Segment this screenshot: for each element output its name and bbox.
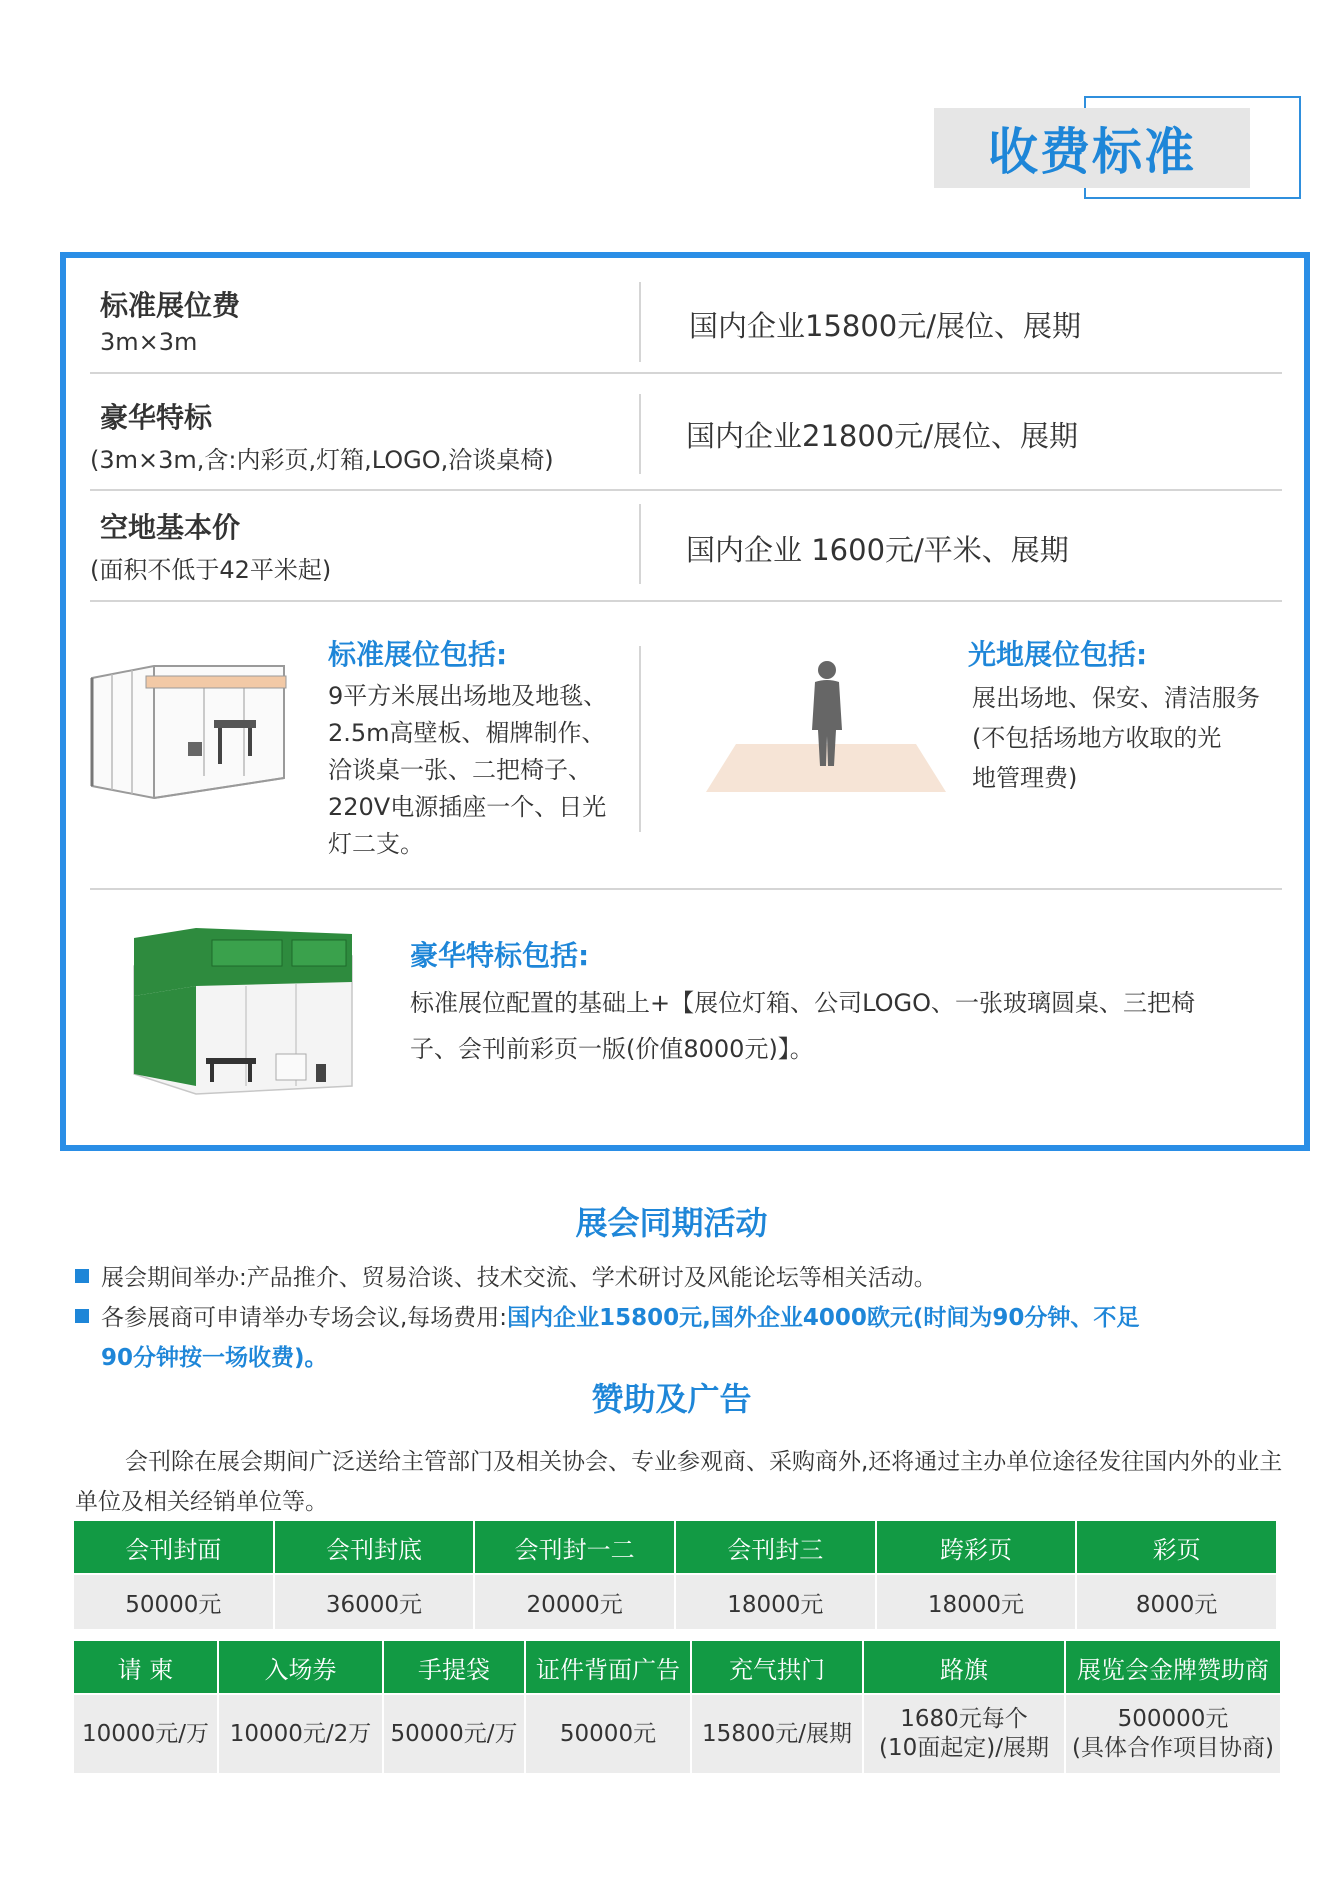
table-header-cell: 充气拱门 xyxy=(692,1641,862,1693)
table-cell-text: (具体合作项目协商) xyxy=(1072,1735,1274,1761)
fee-name-raw-space: 空地基本价 xyxy=(100,511,241,544)
luxury-package-line: 子、会刊前彩页一版(价值8000元)】。 xyxy=(410,1035,814,1063)
column-divider xyxy=(639,282,641,362)
row-divider xyxy=(90,888,1282,890)
table-header-cell: 路旗 xyxy=(864,1641,1064,1693)
table-cell: 8000元 xyxy=(1077,1573,1276,1629)
table-row xyxy=(74,1693,1280,1773)
table-cell: 20000元 xyxy=(475,1573,674,1629)
table-header-cell: 会刊封面 xyxy=(74,1521,273,1573)
table-cell-text: 10000元/2万 xyxy=(229,1720,372,1747)
table-header-cell: 跨彩页 xyxy=(877,1521,1076,1573)
sponsorship-description: 会刊除在展会期间广泛送给主管部门及相关协会、专业参观商、采购商外,还将通过主办单位途径发往国内外的业主单位及相关经销单位等。 xyxy=(75,1449,1283,1515)
table-cell-text: 1680元每个 xyxy=(900,1706,1028,1732)
table-header-cell: 会刊封一二 xyxy=(475,1521,674,1573)
fee-sub-raw-space: (面积不低于42平米起) xyxy=(90,556,332,584)
standard-package-line: 9平方米展出场地及地毯、 xyxy=(328,682,608,710)
table-cell xyxy=(526,1693,690,1773)
table-cell-text: 10000元/万 xyxy=(82,1720,209,1747)
table-cell-text: 500000元 xyxy=(1117,1706,1229,1732)
raw-package-line: 地管理费) xyxy=(972,764,1078,792)
table-cell xyxy=(692,1693,862,1773)
table-header-cell: 手提袋 xyxy=(384,1641,524,1693)
table-cell-text: (10面起定)/展期 xyxy=(879,1735,1049,1761)
row-divider xyxy=(90,489,1282,491)
table-header-cell: 证件背面广告 xyxy=(526,1641,690,1693)
table-cell xyxy=(74,1693,217,1773)
luxury-package-line: 标准展位配置的基础上+【展位灯箱、公司LOGO、一张玻璃圆桌、三把椅 xyxy=(410,989,1196,1017)
luxury-booth-illustration xyxy=(126,926,356,1096)
advert-price-table-1 xyxy=(72,1521,1278,1629)
fee-price-luxury: 国内企业21800元/展位、展期 xyxy=(686,419,1079,453)
table-header-cell: 彩页 xyxy=(1077,1521,1276,1573)
table-cell-text: 50000元/万 xyxy=(390,1720,518,1747)
standard-package-line: 2.5m高壁板、楣牌制作、 xyxy=(328,719,606,747)
table-cell: 36000元 xyxy=(275,1573,474,1629)
square-bullet-icon xyxy=(75,1309,89,1323)
raw-package-title: 光地展位包括: xyxy=(968,638,1148,671)
table-cell-text: 15800元/展期 xyxy=(702,1720,852,1747)
square-bullet-icon xyxy=(75,1269,89,1283)
standard-package-desc xyxy=(328,678,607,863)
page-title: 收费标准 xyxy=(988,123,1196,181)
column-divider xyxy=(639,504,641,584)
fee-sub-luxury: (3m×3m,含:内彩页,灯箱,LOGO,洽谈桌椅) xyxy=(90,446,554,474)
sponsorship-title: 赞助及广告 xyxy=(591,1380,752,1418)
luxury-package-title: 豪华特标包括: xyxy=(410,939,590,972)
fee-sub-standard: 3m×3m xyxy=(100,328,198,356)
table-header-cell: 入场券 xyxy=(219,1641,382,1693)
fee-price-raw-space: 国内企业 1600元/平米、展期 xyxy=(686,533,1069,567)
column-divider xyxy=(639,394,641,474)
table-row xyxy=(74,1573,1276,1629)
column-divider xyxy=(639,646,641,832)
raw-package-desc xyxy=(972,678,1260,798)
standard-booth-illustration xyxy=(84,658,308,818)
table-cell: 18000元 xyxy=(676,1573,875,1629)
row-divider xyxy=(90,600,1282,602)
table-cell: 50000元 xyxy=(74,1573,273,1629)
raw-space-illustration xyxy=(706,658,946,798)
table-cell xyxy=(384,1693,524,1773)
table-cell xyxy=(219,1693,382,1773)
activity-item xyxy=(75,1258,1295,1298)
fee-price-standard: 国内企业15800元/展位、展期 xyxy=(689,309,1082,343)
activity-item xyxy=(75,1298,1305,1338)
table-cell xyxy=(1066,1693,1280,1773)
raw-package-line: 展出场地、保安、清洁服务 xyxy=(972,684,1260,712)
table-header-row xyxy=(74,1521,1276,1573)
standard-package-line: 220V电源插座一个、日光 xyxy=(328,793,607,821)
activity-item-highlight: 国内企业15800元,国外企业4000欧元(时间为90分钟、不足 xyxy=(507,1305,1140,1331)
standard-package-line: 洽谈桌一张、二把椅子、 xyxy=(328,756,592,784)
table-header-row xyxy=(74,1641,1280,1693)
fee-name-standard: 标准展位费 xyxy=(100,289,241,322)
luxury-package-desc xyxy=(410,980,1195,1072)
table-header-cell: 会刊封底 xyxy=(275,1521,474,1573)
activities-title: 展会同期活动 xyxy=(575,1204,768,1242)
row-divider xyxy=(90,372,1282,374)
fee-standard-panel xyxy=(60,252,1310,1151)
table-header-cell: 展览会金牌赞助商 xyxy=(1066,1641,1280,1693)
raw-package-line: (不包括场地方收取的光 xyxy=(972,724,1222,752)
activity-item-text: 各参展商可申请举办专场会议,每场费用: xyxy=(101,1305,508,1331)
fee-name-luxury: 豪华特标 xyxy=(100,401,213,434)
activity-item-highlight: 90分钟按一场收费)。 xyxy=(101,1345,328,1371)
table-cell xyxy=(864,1693,1064,1773)
standard-package-line: 灯二支。 xyxy=(328,830,424,858)
page-title-box xyxy=(934,108,1250,188)
table-header-cell: 会刊封三 xyxy=(676,1521,875,1573)
table-header-cell: 请 柬 xyxy=(74,1641,217,1693)
table-cell: 18000元 xyxy=(877,1573,1076,1629)
standard-package-title: 标准展位包括: xyxy=(328,638,508,671)
activity-item-text: 展会期间举办:产品推介、贸易洽谈、技术交流、学术研讨及风能论坛等相关活动。 xyxy=(101,1265,937,1291)
table-cell-text: 50000元 xyxy=(559,1720,657,1747)
advert-price-table-2 xyxy=(72,1641,1282,1773)
